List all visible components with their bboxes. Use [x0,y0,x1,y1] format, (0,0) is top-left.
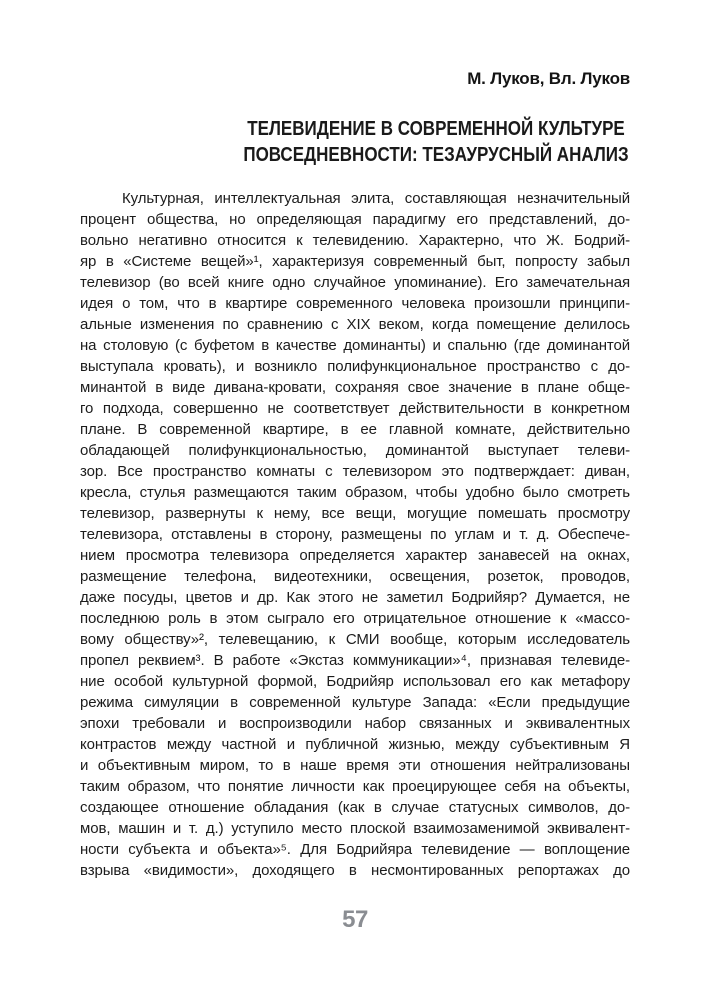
body-line: и объективным миром, то в наше время эти отношения нейтрализованы [80,757,630,774]
body-line: режима симуляции в современной культуре Запада: «Если предыдущие [80,694,630,711]
authors-line: М. Луков, Вл. Луков [467,69,630,88]
body-line: Культурная, интеллектуальная элита, составляющая незначительный [122,190,630,207]
body-line: размещение телефона, видеотехники, освещения, розеток, проводов, [80,568,630,585]
body-line: идея о том, что в квартире современного человека произошли принципи- [80,295,630,312]
body-line: создающее отношение обладания (как в случае статусных символов, до- [80,799,630,816]
body-line: на столовую (с буфетом в качестве доминанты) и спальню (где доминантой [80,337,630,354]
body-line: плане. В современной квартире, в ее главной комнате, действительно [80,421,630,438]
body-line: го подхода, совершенно не соответствует действительности в конкретном [80,400,630,417]
body-line: вому обществу»², телевещанию, к СМИ вообще, которым исследователь [80,631,630,648]
article-body [80,188,630,881]
body-line: контрастов между частной и публичной жизнью, между субъективным Я [80,736,630,753]
body-line: кресла, стулья размещаются таким образом, чтобы удобно было смотреть [80,484,630,501]
body-line: ности субъекта и объекта»⁵. Для Бодрийяра телевидение — воплощение [80,841,630,858]
body-line: выступала кровать), и возникло полифункциональное пространство с до- [80,358,630,375]
body-line: последнюю роль в этом сыграло его отрицательное отношение к «массо- [80,610,630,627]
page-number: 57 [342,906,368,933]
body-line: взрыва «видимости», доходящего в несмонтированных репортажах до [80,862,630,879]
body-line: нием просмотра телевизора определяется характер занавесей на окнах, [80,547,630,564]
body-line: яр в «Системе вещей»¹, характеризуя современный быт, попросту забыл [80,253,630,270]
body-line: телевизор, развернуты к нему, все вещи, могущие помешать просмотру [80,505,630,522]
body-line: ние особой культурной формой, Бодрийяр использовал его как метафору [80,673,630,690]
body-line: таким образом, что понятие личности как проецирующее себя на объекты, [80,778,630,795]
article-title-line-2: ПОВСЕДНЕВНОСТИ: ТЕЗАУРУСНЫЙ АНАЛИЗ [243,144,629,166]
article-title-line-1: ТЕЛЕВИДЕНИЕ В СОВРЕМЕННОЙ КУЛЬТУРЕ [247,118,625,140]
body-line: даже посуды, цветов и др. Как этого не заметил Бодрийяр? Думается, не [80,589,630,606]
body-line: альные изменения по сравнению с XIX веком, когда помещение делилось [80,316,630,333]
body-line: телевизор (во всей книге одно случайное упоминание). Его замечательная [80,274,630,291]
body-line: телевизора, отставлены в сторону, размещены по углам и т. д. Обеспече- [80,526,630,543]
body-line: минантой в виде дивана-кровати, сохраняя свое значение в плане обще- [80,379,630,396]
body-line: обладающей полифункциональностью, доминантой выступает телеви- [80,442,630,459]
body-line: вольно негативно относится к телевидению. Характерно, что Ж. Бодрий- [80,232,630,249]
body-line: эпохи требовали и воспроизводили набор связанных и эквивалентных [80,715,630,732]
body-line: мов, машин и т. д.) уступило место плоской взаимозаменимой эквивалент- [80,820,630,837]
body-line: процент общества, но определяющая парадигму его представлений, до- [80,211,630,228]
article-title [241,116,632,168]
body-line: зор. Все пространство комнаты с телевизором это подтверждает: диван, [80,463,630,480]
body-line: пропел реквием³. В работе «Экстаз коммуникации»⁴, признавая телевиде- [80,652,630,669]
